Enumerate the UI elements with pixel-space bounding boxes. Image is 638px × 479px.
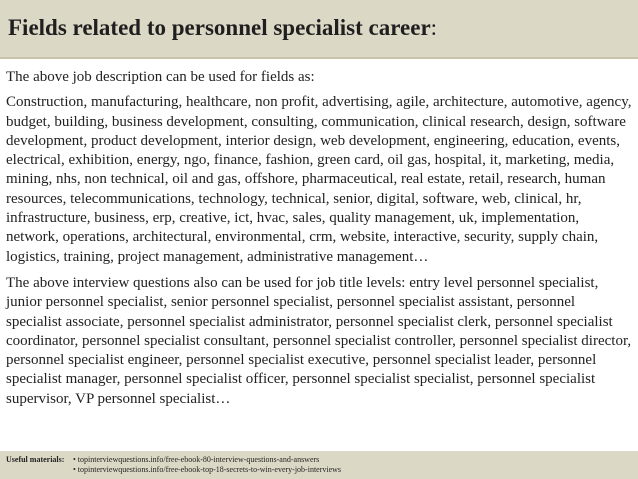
- fields-paragraph: Construction, manufacturing, healthcare, non profit, advertising, agile, architecture, automotive, agency, budget, building, business development, consulting, communication, clinical research, design, software development, product development, interior design, web development, engineering, education, events, electrical, exhibition, energy, ngo, finance, fashion, green card, oil gas, hospital, it, marketing, media, mining, nhs, non technical, oil and gas, offshore, pharmaceutical, real estate, retail, research, human resources, telecommunications, technology, technical, senior, digital, software, web, clinical, hr, infrastructure, business, erp, creative, ict, hvac, sales, quality management, uk, implementation, network, operations, architectural, environmental, crm, website, interactive, security, supply chain, logistics, training, project management, administrative management…: [6, 94, 632, 265]
- footer-link-ebook-80-questions[interactable]: • topinterviewquestions.info/free-ebook-80-interview-questions-and-answers: [73, 455, 320, 464]
- slide-title-colon: :: [430, 15, 438, 40]
- job-levels-paragraph: The above interview questions also can be used for job title levels: entry level personnel specialist, junior personnel specialist, senior personnel specialist, personnel specialist assistant, personnel specialist associate, personnel specialist administrator, personnel specialist clerk, personnel specialist coordinator, personnel specialist consultant, personnel specialist controller, personnel specialist director, personnel specialist engineer, personnel specialist executive, personnel specialist leader, personnel specialist manager, personnel specialist officer, personnel specialist specialist, personnel specialist supervisor, VP personnel specialist…: [6, 274, 632, 407]
- title-divider: [0, 57, 638, 59]
- slide-title-text: Fields related to personnel specialist career: [8, 15, 431, 40]
- footer-links: [73, 455, 341, 475]
- footer-label: Useful materials:: [6, 455, 65, 464]
- intro-paragraph: The above job description can be used for fields as:: [6, 69, 315, 85]
- footer-bar: [0, 451, 638, 479]
- slide-body: [6, 68, 634, 409]
- title-bar: [0, 0, 638, 57]
- footer-link-ebook-18-secrets[interactable]: • topinterviewquestions.info/free-ebook-top-18-secrets-to-win-every-job-interviews: [73, 465, 342, 474]
- slide-title: [8, 14, 437, 42]
